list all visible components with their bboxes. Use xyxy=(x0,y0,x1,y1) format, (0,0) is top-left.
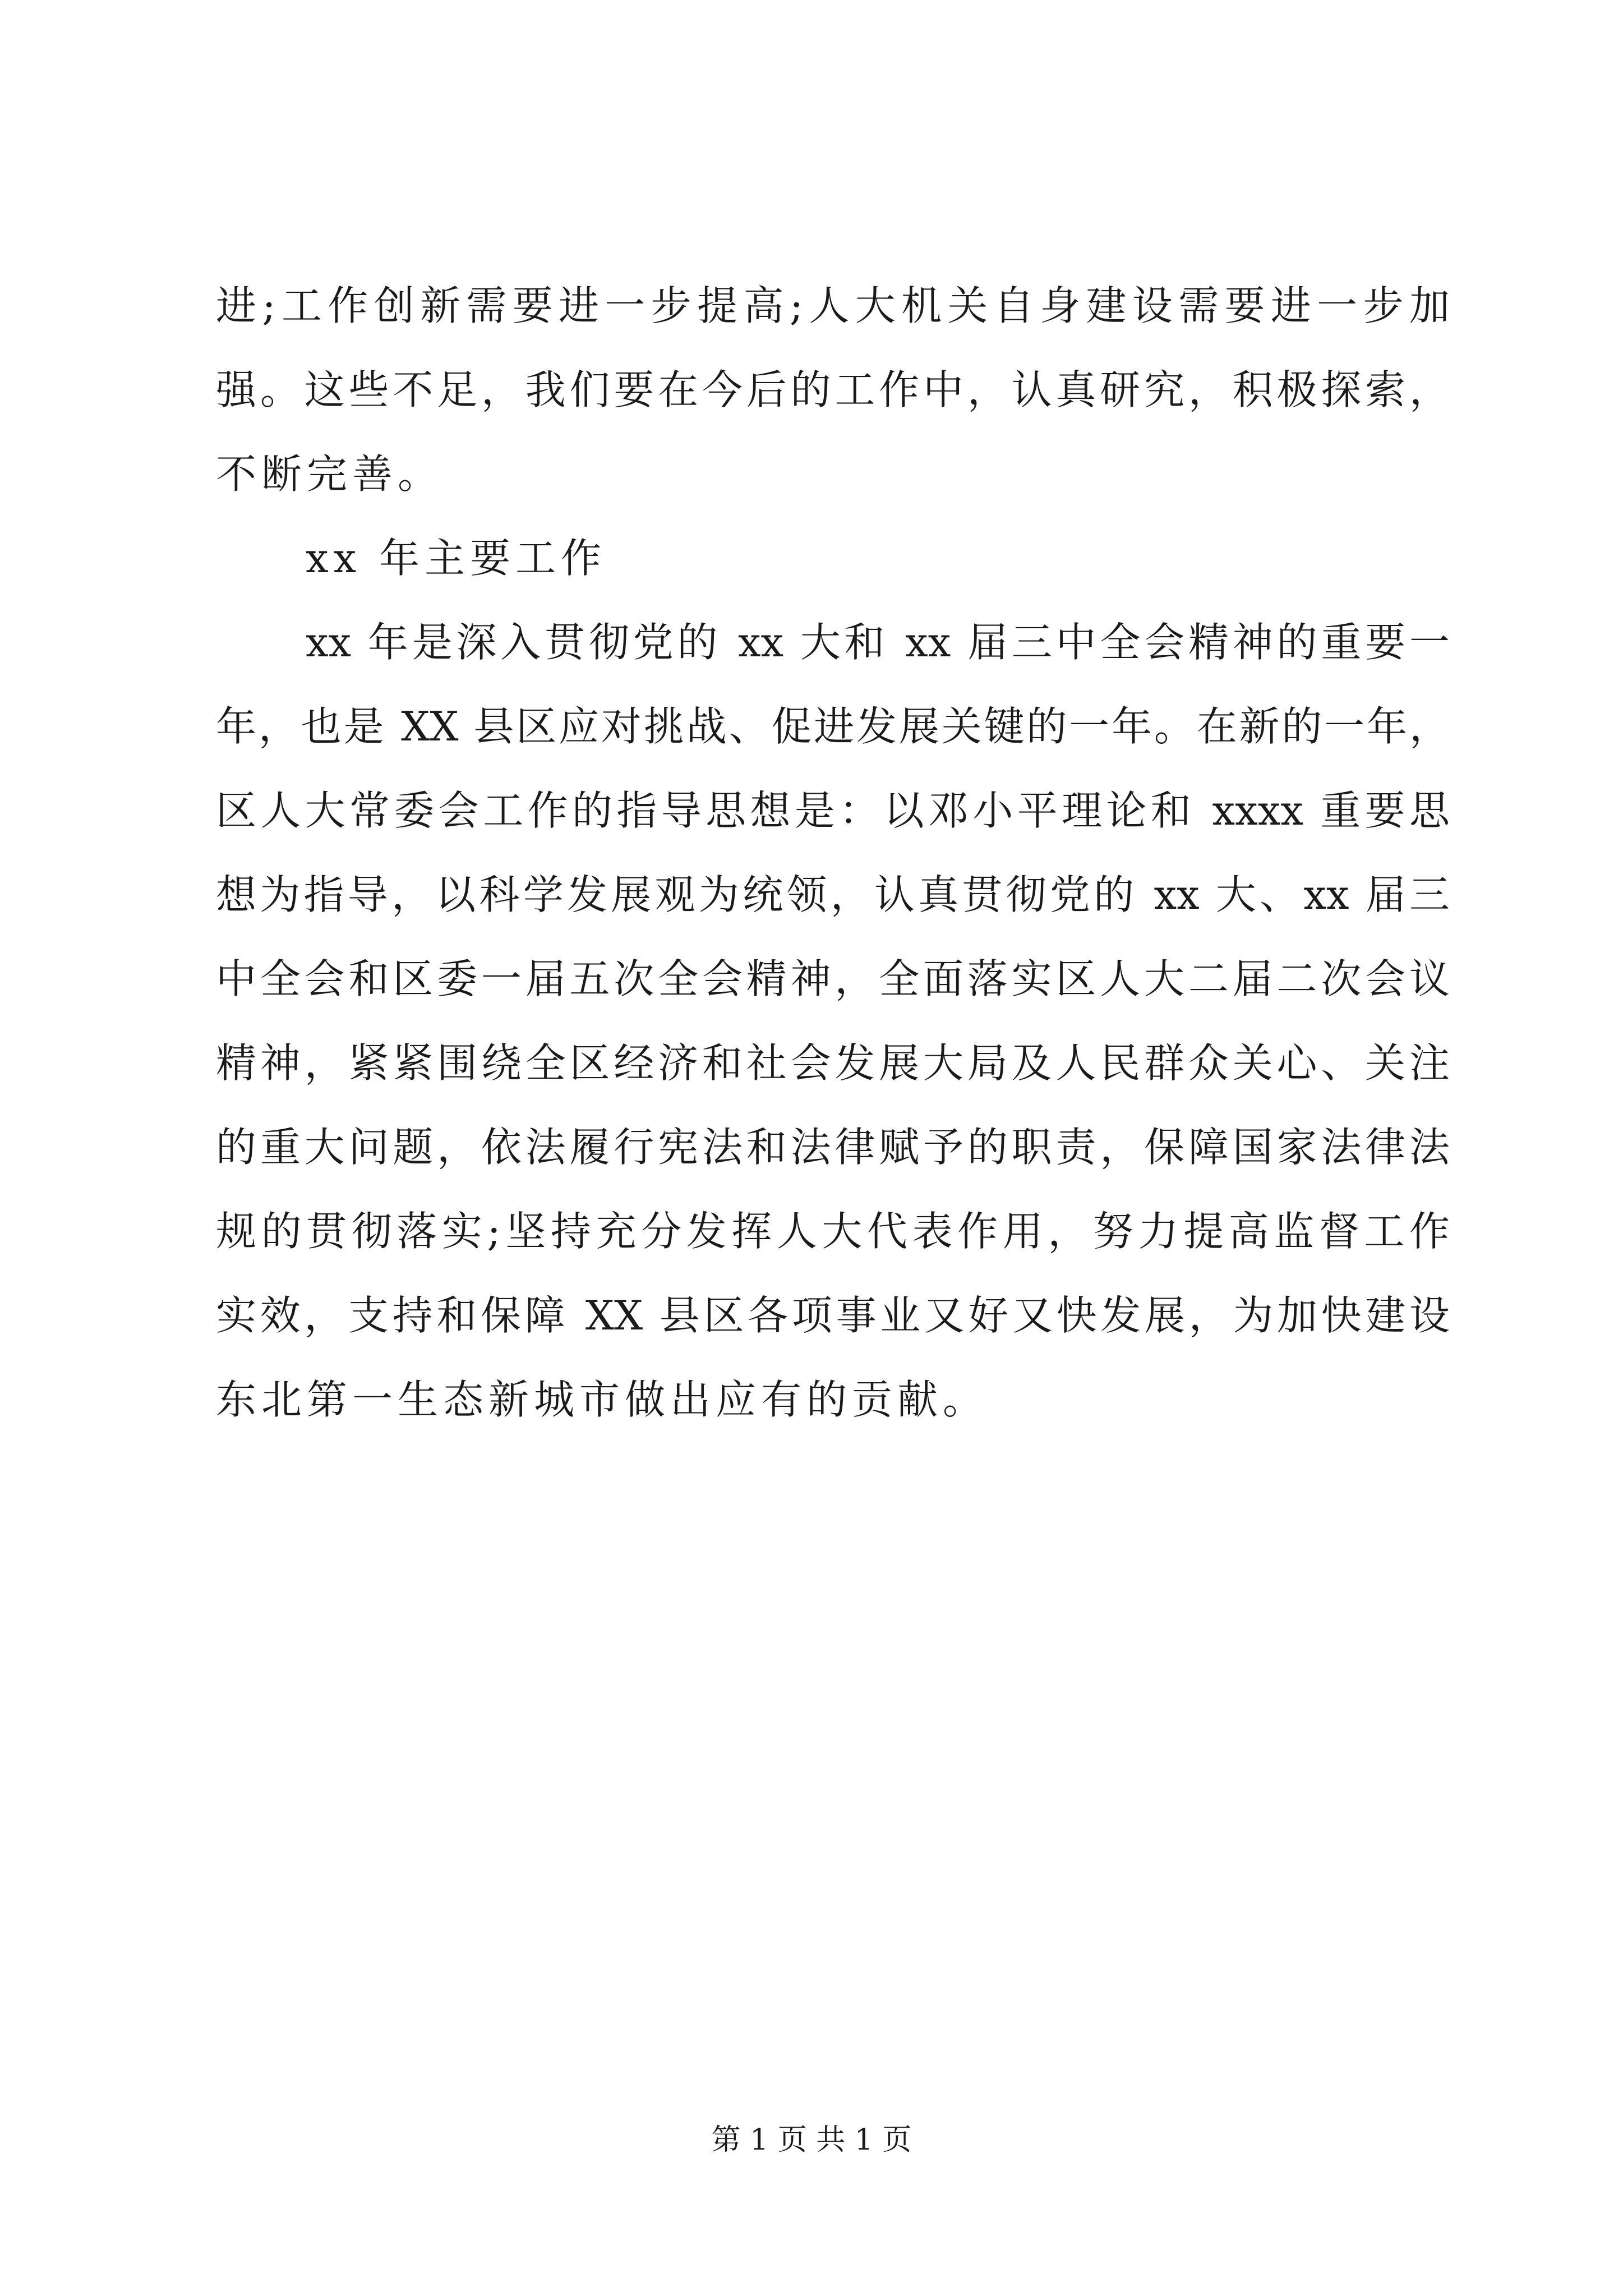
paragraph-2-line-3: 区人大常委会工作的指导思想是：以邓小平理论和 xxxx 重要思 xyxy=(216,787,1450,834)
paragraph-2-line-5: 中全会和区委一届五次全会精神，全面落实区人大二届二次会议 xyxy=(216,955,1450,1002)
paragraph-1-line-3: 不断完善。 xyxy=(216,450,444,498)
paragraph-2-line-9: 实效，支持和保障 XX 县区各项事业又好又快发展，为加快建设 xyxy=(216,1292,1450,1339)
paragraph-2-line-2: 年，也是 XX 县区应对挑战、促进发展关键的一年。在新的一年， xyxy=(216,703,1450,750)
paragraph-2-line-4: 想为指导，以科学发展观为统领，认真贯彻党的 xx 大、xx 届三 xyxy=(216,871,1450,918)
paragraph-1-line-2: 强。这些不足，我们要在今后的工作中，认真研究，积极探索， xyxy=(216,366,1450,413)
paragraph-2-line-10: 东北第一生态新城市做出应有的贡献。 xyxy=(216,1376,989,1423)
paragraph-2-line-6: 精神，紧紧围绕全区经济和社会发展大局及人民群众关心、关注 xyxy=(216,1039,1450,1087)
document-body xyxy=(216,264,1450,1442)
page-footer xyxy=(0,2120,1623,2160)
paragraph-2-line-7: 的重大问题，依法履行宪法和法律赋予的职责，保障国家法律法 xyxy=(216,1124,1450,1171)
section-heading: xx 年主要工作 xyxy=(306,535,607,582)
page-number: 第 1 页 共 1 页 xyxy=(711,2123,912,2157)
paragraph-1-line-1: 进;工作创新需要进一步提高;人大机关自身建设需要进一步加 xyxy=(216,282,1450,329)
paragraph-2-line-8: 规的贯彻落实;坚持充分发挥人大代表作用，努力提高监督工作 xyxy=(216,1208,1450,1255)
paragraph-2-line-1: xx 年是深入贯彻党的 xx 大和 xx 届三中全会精神的重要一 xyxy=(306,619,1450,666)
